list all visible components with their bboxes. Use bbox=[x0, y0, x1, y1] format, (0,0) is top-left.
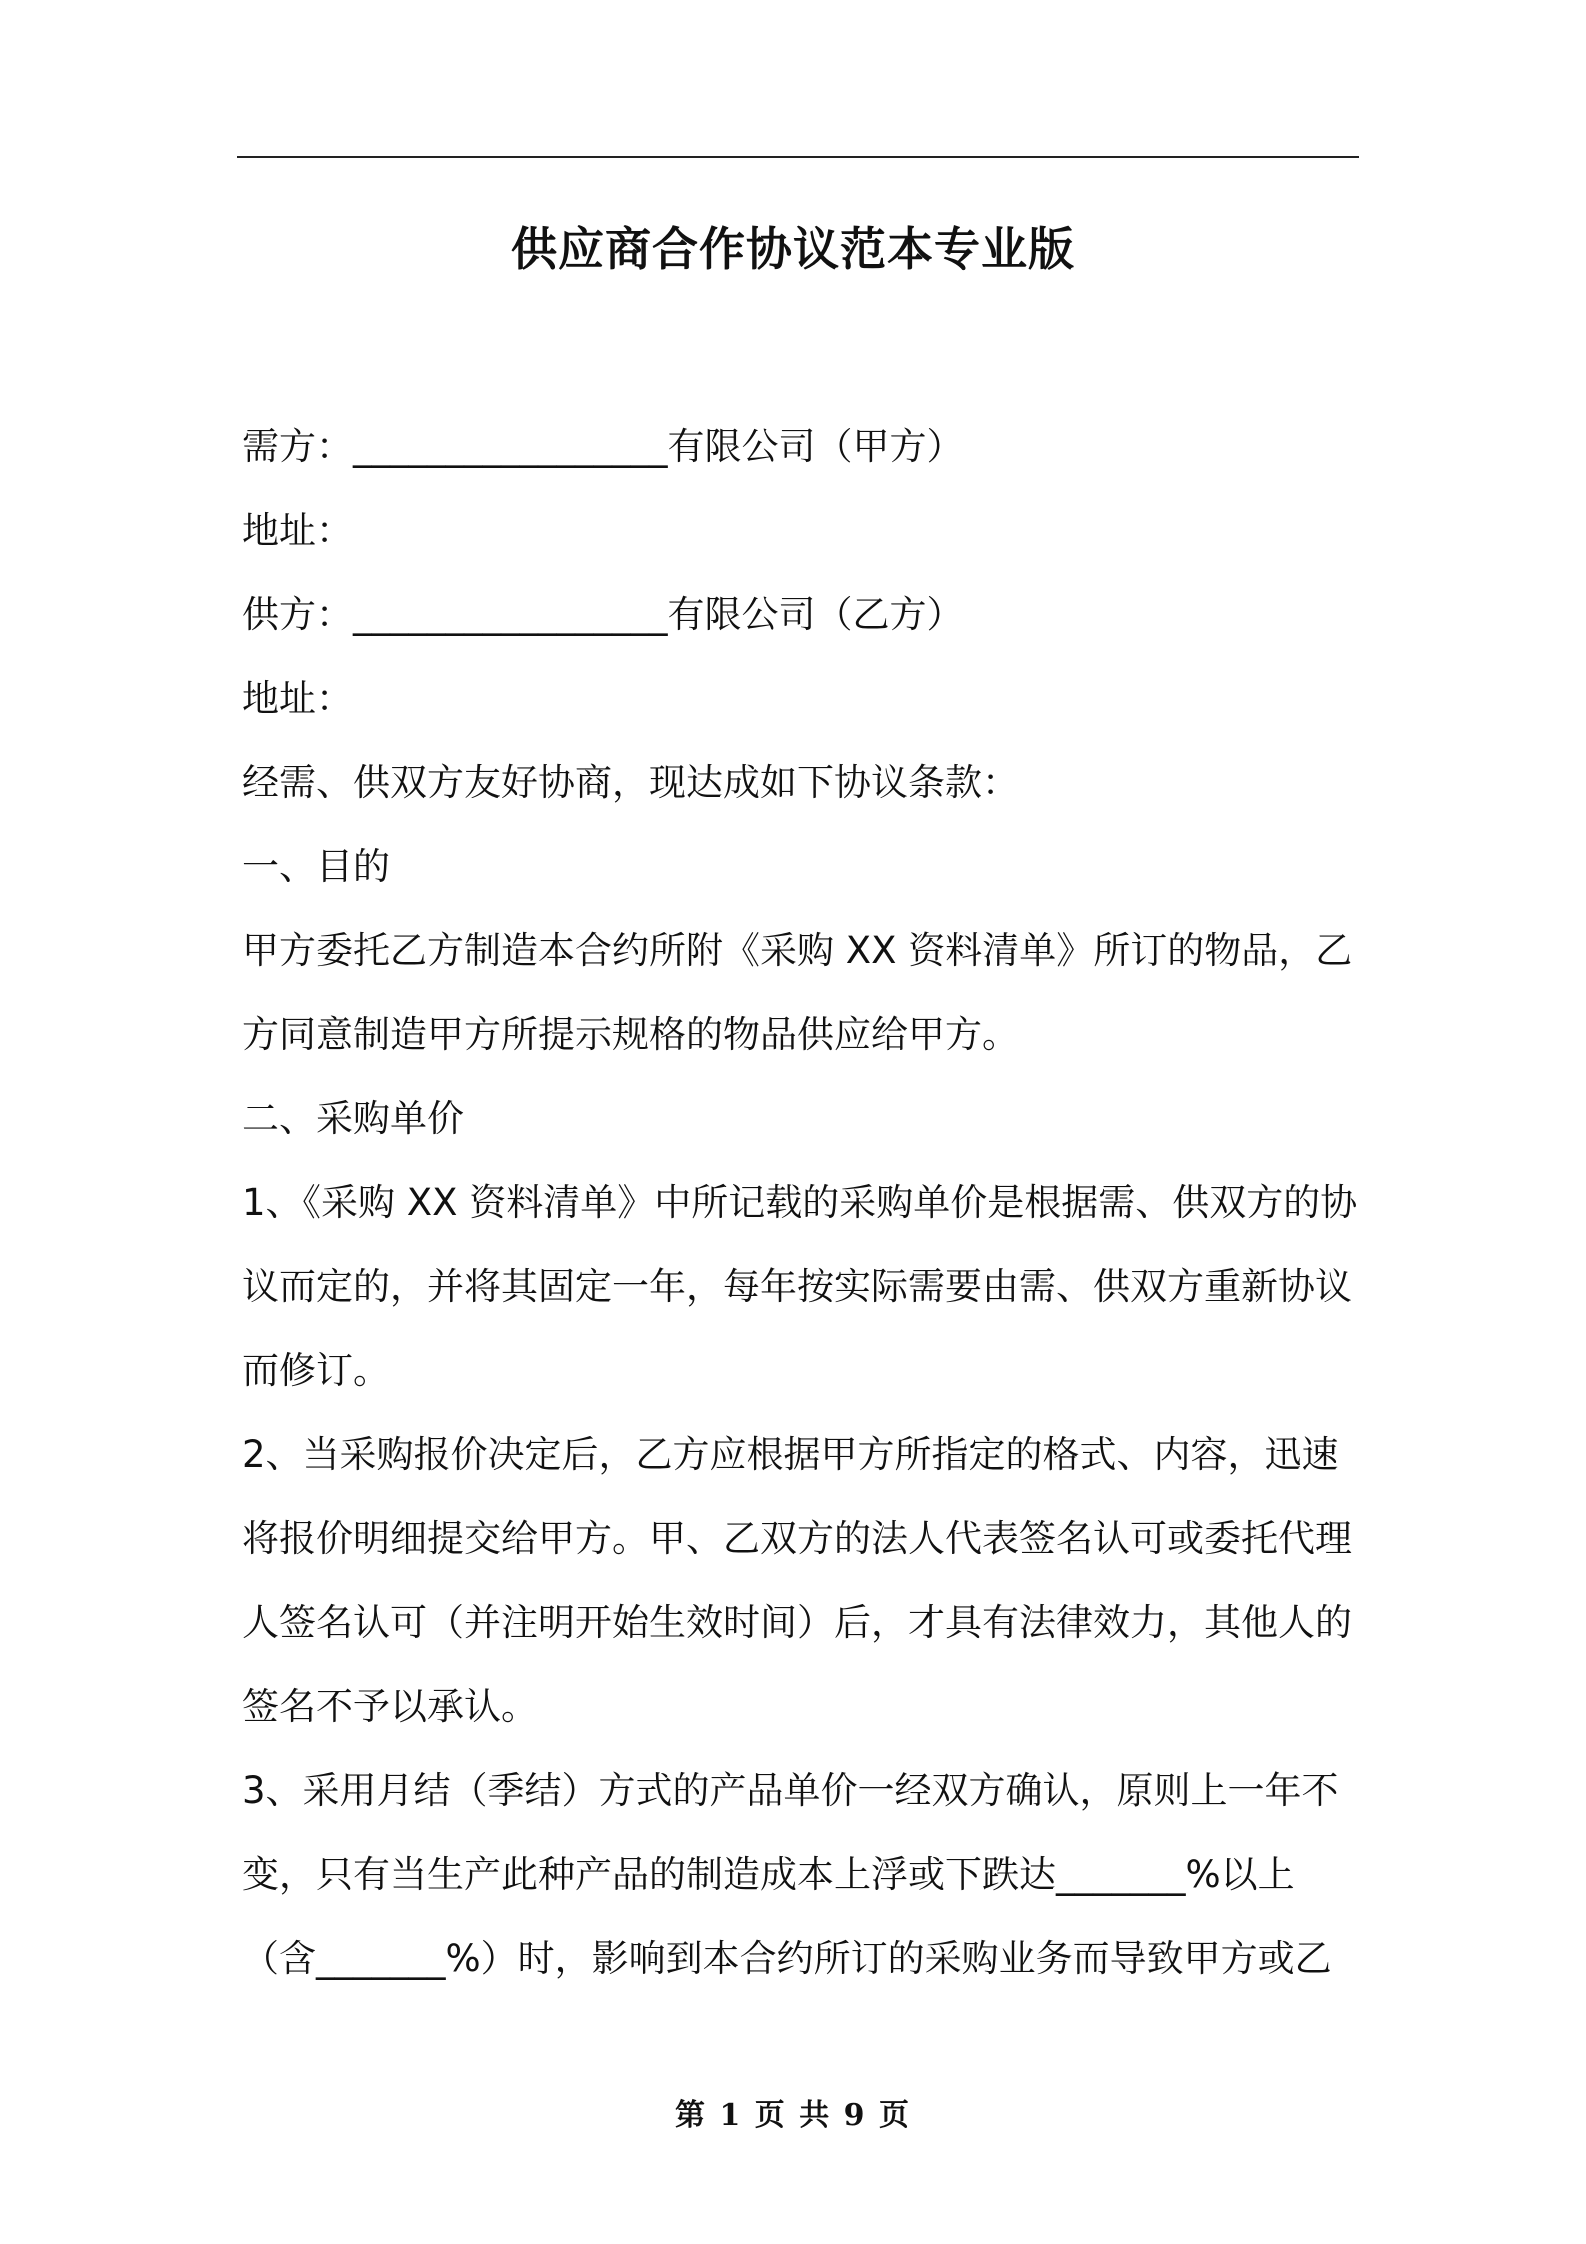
page-footer: 第 1 页 共 9 页 bbox=[675, 2098, 911, 2133]
paragraph-line: 议而定的，并将其固定一年，每年按实际需要由需、供双方重新协议 bbox=[242, 1265, 1352, 1308]
section-heading: 二、采购单价 bbox=[242, 1097, 464, 1140]
buyer-line: 需方：_________________有限公司（甲方） bbox=[242, 425, 964, 468]
paragraph-line: 签名不予以承认。 bbox=[242, 1685, 538, 1728]
paragraph-line: 方同意制造甲方所提示规格的物品供应给甲方。 bbox=[242, 1013, 1019, 1056]
paragraph-line: 变，只有当生产此种产品的制造成本上浮或下跌达_______%以上 bbox=[242, 1853, 1295, 1896]
paragraph-line: 2、当采购报价决定后，乙方应根据甲方所指定的格式、内容，迅速 bbox=[242, 1433, 1339, 1476]
paragraph-line: 人签名认可（并注明开始生效时间）后，才具有法律效力，其他人的 bbox=[242, 1601, 1352, 1644]
header-rule bbox=[237, 156, 1359, 158]
paragraph bbox=[242, 1161, 1356, 1413]
paragraph-line: （含_______%）时，影响到本合约所订的采购业务而导致甲方或乙 bbox=[242, 1937, 1332, 1980]
intro-text: 经需、供双方友好协商，现达成如下协议条款： bbox=[242, 761, 1019, 804]
paragraph-line: 1、《采购 XX 资料清单》中所记载的采购单价是根据需、供双方的协 bbox=[242, 1181, 1358, 1224]
supplier-address: 地址： bbox=[242, 677, 353, 720]
paragraph-line: 甲方委托乙方制造本合约所附《采购 XX 资料清单》所订的物品，乙 bbox=[242, 929, 1353, 972]
supplier-line: 供方：_________________有限公司（乙方） bbox=[242, 593, 964, 636]
buyer-address: 地址： bbox=[242, 509, 353, 552]
paragraph-line: 而修订。 bbox=[242, 1349, 390, 1392]
document-body bbox=[242, 405, 1356, 2001]
paragraph bbox=[242, 1413, 1356, 1749]
document-title: 供应商合作协议范本专业版 bbox=[511, 222, 1075, 276]
paragraph bbox=[242, 1749, 1356, 2001]
section-heading: 一、目的 bbox=[242, 845, 390, 888]
paragraph bbox=[242, 909, 1356, 1077]
paragraph-line: 将报价明细提交给甲方。甲、乙双方的法人代表签名认可或委托代理 bbox=[242, 1517, 1352, 1560]
paragraph-line: 3、采用月结（季结）方式的产品单价一经双方确认，原则上一年不 bbox=[242, 1769, 1339, 1812]
